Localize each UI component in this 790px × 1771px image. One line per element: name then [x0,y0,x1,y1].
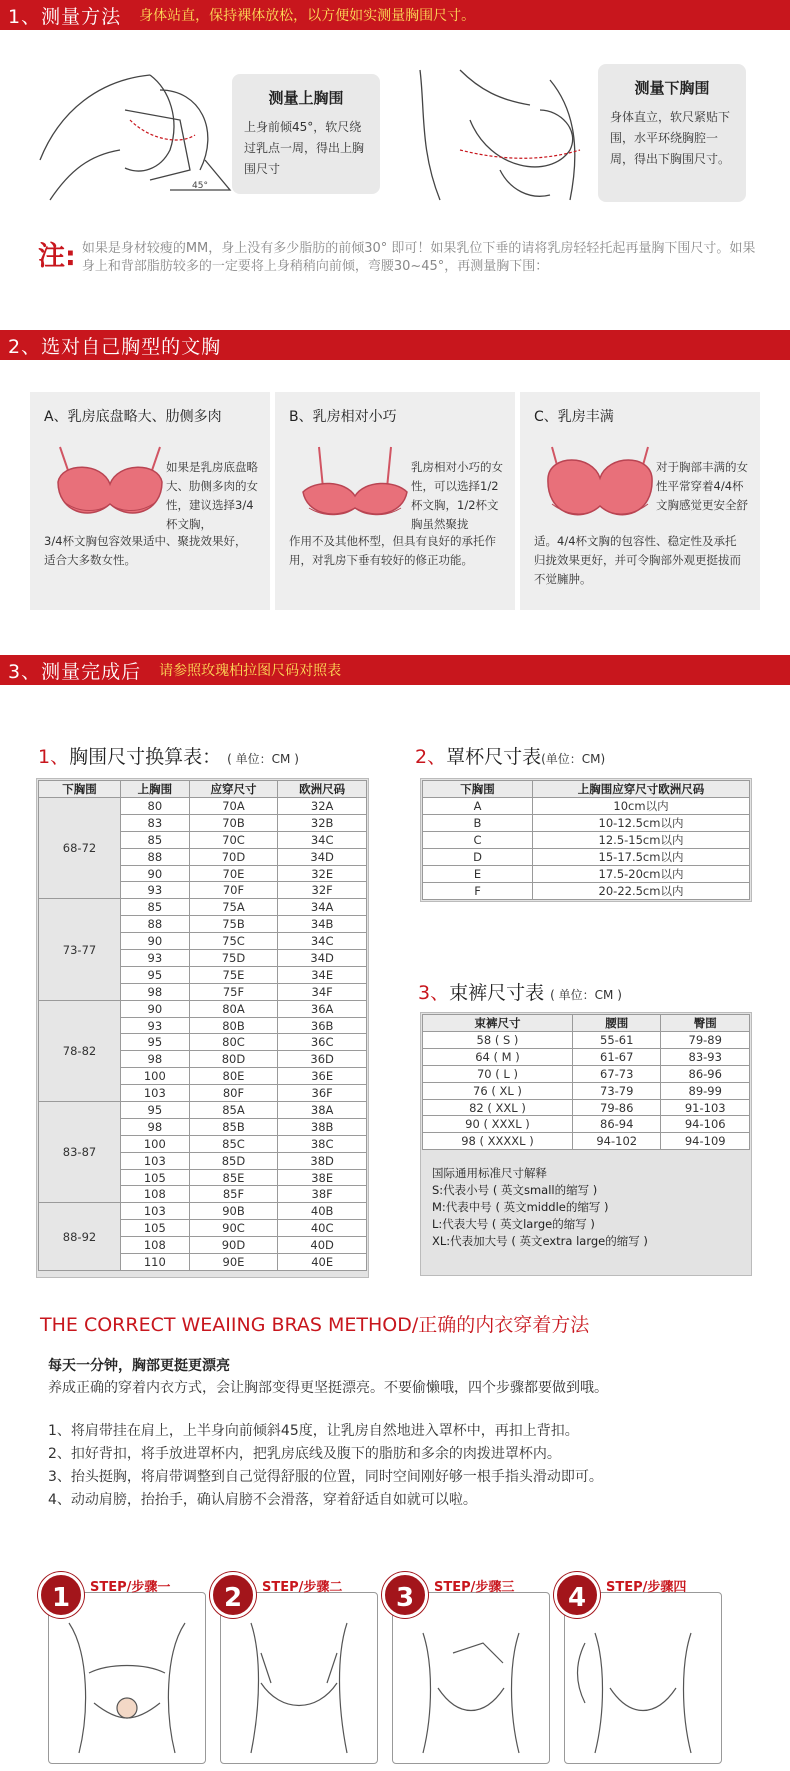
table-cell: 75C [189,933,278,950]
under-bust-range: 68-72 [39,798,121,899]
table-row [423,883,750,900]
legend-line: L:代表大号 ( 英文large的缩写 ) [432,1217,595,1231]
th-eu: 欧洲尺码 [278,781,367,798]
table-cell: 108 [121,1237,190,1254]
table-cell: 103 [121,1203,190,1220]
table-row [39,798,367,815]
cup-a-more: 3/4杯文胸包容效果适中、聚拢效果好，适合大多数女性。 [44,534,247,567]
bra-icon [295,442,415,528]
table-cell: 95 [121,1102,190,1119]
table-cell: 80B [189,1017,278,1034]
table-cell: 85E [189,1169,278,1186]
cup-size-table [422,780,750,900]
upper-bust-box [232,74,380,194]
section1-bar [0,0,790,30]
step-illustration [565,1593,721,1763]
cup-card-c [520,392,760,610]
table-row [423,866,750,883]
table-row [423,832,750,849]
section3-title: 3、测量完成后 [8,660,142,683]
section1-subtitle: 身体站直，保持裸体放松，以方便如实测量胸围尺寸。 [139,8,476,24]
upper-bust-illustration [30,50,240,210]
table-cell: 34D [278,950,367,967]
table-cell: 90B [189,1203,278,1220]
step-image-frame [564,1592,722,1764]
table-cell: 55-61 [572,1032,661,1049]
table-cell: 36E [278,1068,367,1085]
table-row [423,798,750,815]
table-cell: 94-102 [572,1133,661,1150]
step-card-4 [554,1572,722,1764]
table-cell: 103 [121,1152,190,1169]
table-cell: 80E [189,1068,278,1085]
th-waist: 腰围 [572,1015,661,1032]
table-row [39,899,367,916]
table-cell: 90 [121,865,190,882]
step-card-3 [382,1572,550,1764]
table-cell: 70E [189,865,278,882]
table-cell: 75A [189,899,278,916]
table-row [423,1048,750,1065]
table-cell: 40E [278,1254,367,1271]
step-card-2 [210,1572,378,1764]
step-text: 2、扣好背扣，将手放进罩杯内，把乳房底线及腹下的脂肪和多余的肉拨进罩杯内。 [48,1446,561,1462]
lower-bust-box [598,64,746,202]
table3-title: 束裤尺寸表 [449,982,545,1004]
bust-size-table [38,780,367,1271]
table-cell: 85 [121,831,190,848]
table-cell: 32A [278,798,367,815]
table-cell: 86-96 [661,1065,750,1082]
table2-num: 2、 [415,746,447,768]
table-cell: 80 [121,798,190,815]
note-label: 注: [38,241,76,272]
table-cell: 17.5-20cm以内 [533,866,750,883]
table-cell: 40C [278,1220,367,1237]
step-label: STEP/步骤一 [90,1580,171,1595]
table-cell: 98 ( XXXXL ) [423,1133,573,1150]
table3-num: 3、 [418,982,450,1004]
table-row [423,815,750,832]
table-cell: 86-94 [572,1116,661,1133]
th-shorts: 束裤尺寸 [423,1015,573,1032]
table2-heading [415,742,605,769]
table-cell: 98 [121,983,190,1000]
th-under: 下胸围 [39,781,121,798]
table-cell: 85C [189,1135,278,1152]
table-cell: 32B [278,814,367,831]
table-cell: 36F [278,1085,367,1102]
size-legend [432,1165,648,1250]
table-cell: 32E [278,865,367,882]
table-cell: 93 [121,882,190,899]
table1-num: 1、 [38,746,70,768]
table-cell: 85 [121,899,190,916]
table-cell: 36A [278,1000,367,1017]
table-row [423,1065,750,1082]
table1-unit: ( 单位：CM ) [227,752,299,766]
table-cell: 34C [278,933,367,950]
table-cell: 110 [121,1254,190,1271]
table3-unit: ( 单位：CM ) [550,988,622,1002]
lower-bust-title: 测量下胸围 [634,79,710,97]
table1-title: 胸围尺寸换算表： [69,746,222,768]
table-cell: 15-17.5cm以内 [533,849,750,866]
table-row [423,1032,750,1049]
table-cell: 79-89 [661,1032,750,1049]
table-cell: 88 [121,848,190,865]
step-label: STEP/步骤三 [434,1580,515,1595]
table-cell: 36D [278,1051,367,1068]
under-bust-range: 73-77 [39,899,121,1000]
th-size: 应穿尺寸 [189,781,278,798]
table-cell: 94-106 [661,1116,750,1133]
table-cell: 80C [189,1034,278,1051]
step-number: 3 [382,1572,428,1618]
table-cell: 70D [189,848,278,865]
table-row [423,1116,750,1133]
cup-c-more: 适。4/4杯文胸的包容性、稳定性及承托归拢效果更好，并可令胸部外观更挺拔而不觉臃肿。 [534,534,741,586]
shorts-size-table [422,1014,750,1150]
table-cell: 105 [121,1169,190,1186]
step-label: STEP/步骤四 [606,1580,687,1595]
step-text: 3、抬头挺胸，将肩带调整到自己觉得舒服的位置，同时空间刚好够一根手指头滑动即可。 [48,1469,603,1485]
table-cell: B [423,815,533,832]
table-cell: 40D [278,1237,367,1254]
table-cell: 38C [278,1135,367,1152]
table-cell: 40B [278,1203,367,1220]
table-cell: A [423,798,533,815]
cup-b-more: 作用不及其他杯型，但具有良好的承托作用，对乳房下垂有较好的修正功能。 [289,534,496,567]
table2-unit: (单位：CM) [541,752,606,766]
wearing-steps [48,1420,603,1512]
table-cell: 20-22.5cm以内 [533,883,750,900]
th-cup: 上胸围应穿尺寸欧洲尺码 [533,781,750,798]
table-cell: 82 ( XXL ) [423,1099,573,1116]
table-cell: 70B [189,814,278,831]
lower-bust-illustration [400,50,600,220]
wearing-sub2: 养成正确的穿着内衣方式，会让胸部变得更坚挺漂亮。不要偷懒哦，四个步骤都要做到哦。 [48,1380,608,1396]
step-number: 1 [38,1572,84,1618]
table-cell: 38D [278,1152,367,1169]
under-bust-range: 78-82 [39,1000,121,1101]
table-cell: 100 [121,1135,190,1152]
table-cell: 95 [121,966,190,983]
table-cell: 90 [121,1000,190,1017]
table-cell: 34F [278,983,367,1000]
table-row [39,1102,367,1119]
wearing-sub1: 每天一分钟，胸部更挺更漂亮 [48,1358,230,1374]
table-cell: 85D [189,1152,278,1169]
table-cell: 10cm以内 [533,798,750,815]
note-text: 如果是身材较瘦的MM，身上没有多少脂肪的前倾30° 即可！如果乳位下垂的请将乳房轻轻托起再量胸下围尺寸。如果身上和背部脂肪较多的一定要将上身稍稍向前倾，弯腰30~45°，再测量胸下围： [81,241,756,274]
table-cell: 70F [189,882,278,899]
step-illustration [393,1593,549,1763]
table-cell: F [423,883,533,900]
cup-card-a [30,392,270,610]
step-illustration [221,1593,377,1763]
table-cell: 85A [189,1102,278,1119]
table-cell: 90 ( XXXL ) [423,1116,573,1133]
section3-bar [0,655,790,685]
table-cell: 79-86 [572,1099,661,1116]
table-cell: 34E [278,966,367,983]
table-cell: 80A [189,1000,278,1017]
table-cell: 93 [121,1017,190,1034]
table-row [423,1099,750,1116]
table-cell: 75F [189,983,278,1000]
table-cell: 61-67 [572,1048,661,1065]
step-number: 4 [554,1572,600,1618]
under-bust-range: 83-87 [39,1102,121,1203]
bra-icon [50,442,170,528]
table-cell: 98 [121,1051,190,1068]
table-cell: 36B [278,1017,367,1034]
table-row [39,1203,367,1220]
table-cell: 105 [121,1220,190,1237]
table-cell: 75B [189,916,278,933]
table-cell: 70C [189,831,278,848]
table-cell: 70 ( L ) [423,1065,573,1082]
table-cell: 80F [189,1085,278,1102]
table-cell: 12.5-15cm以内 [533,832,750,849]
table-cell: 10-12.5cm以内 [533,815,750,832]
step-label: STEP/步骤二 [262,1580,343,1595]
section2-title: 2、选对自己胸型的文胸 [8,335,222,358]
section2-bar [0,330,790,360]
table-cell: 95 [121,1034,190,1051]
table-cell: 38E [278,1169,367,1186]
table-cell: 38A [278,1102,367,1119]
table-cell: 93 [121,950,190,967]
section3-subtitle: 请参照玫瑰柏拉图尺码对照表 [159,663,342,679]
table-cell: D [423,849,533,866]
wearing-heading: THE CORRECT WEAIING BRAS METHOD/正确的内衣穿着方法 [40,1314,590,1336]
table-cell: 67-73 [572,1065,661,1082]
table-cell: 36C [278,1034,367,1051]
legend-line: S:代表小号 ( 英文small的缩写 ) [432,1183,598,1197]
cup-card-b [275,392,515,610]
legend-line: 国际通用标准尺寸解释 [432,1166,547,1180]
table-cell: 83-93 [661,1048,750,1065]
table-row [423,849,750,866]
measure-note [38,240,758,276]
table-cell: 89-99 [661,1082,750,1099]
table-cell: 34B [278,916,367,933]
section1-title: 1、测量方法 [8,5,122,28]
angle-label: 45° [192,181,208,191]
table-cell: 98 [121,1118,190,1135]
legend-line: XL:代表加大号 ( 英文extra large的缩写 ) [432,1234,648,1248]
step-image-frame [220,1592,378,1764]
table-cell: 73-79 [572,1082,661,1099]
table-cell: 85F [189,1186,278,1203]
th-upper: 上胸围 [121,781,190,798]
table-cell: 70A [189,798,278,815]
table-row [39,1000,367,1017]
table-row [423,1133,750,1150]
table-cell: 58 ( S ) [423,1032,573,1049]
cup-c-title: C、乳房丰满 [534,409,614,425]
table-cell: 34D [278,848,367,865]
bra-icon [540,442,660,528]
table-cell: 64 ( M ) [423,1048,573,1065]
lower-bust-desc: 身体直立，软尺紧贴下围，水平环绕胸腔一周，得出下胸围尺寸。 [610,110,731,166]
step-card-1 [38,1572,206,1764]
table-cell: 88 [121,916,190,933]
table1-heading [38,742,299,769]
table-cell: 80D [189,1051,278,1068]
table-cell: 32F [278,882,367,899]
under-bust-range: 88-92 [39,1203,121,1271]
step-image-frame [48,1592,206,1764]
cup-c-desc: 对于胸部丰满的女性平常穿着4/4杯文胸感觉更安全舒 [656,460,748,512]
table-cell: 90C [189,1220,278,1237]
table2-title: 罩杯尺寸表 [446,746,542,768]
legend-line: M:代表中号 ( 英文middle的缩写 ) [432,1200,609,1214]
table3-heading [418,978,622,1005]
upper-bust-title: 测量上胸围 [268,89,344,107]
table-cell: 90 [121,933,190,950]
table-cell: C [423,832,533,849]
upper-bust-desc: 上身前倾45°，软尺绕过乳点一周，得出上胸围尺寸 [244,120,365,176]
table-row [423,1082,750,1099]
table-cell: E [423,866,533,883]
th-under2: 下胸围 [423,781,533,798]
table-cell: 38B [278,1118,367,1135]
table-cell: 85B [189,1118,278,1135]
cup-a-title: A、乳房底盘略大、肋侧多肉 [44,409,222,425]
step-text: 4、动动肩膀，抬抬手，确认肩膀不会滑落，穿着舒适自如就可以啦。 [48,1492,477,1508]
table-cell: 83 [121,814,190,831]
table-cell: 94-109 [661,1133,750,1150]
cup-b-desc: 乳房相对小巧的女性，可以选择1/2杯文胸，1/2杯文胸虽然聚拢 [411,460,503,531]
table-cell: 34C [278,831,367,848]
cup-a-desc: 如果是乳房底盘略大、肋侧多肉的女性，建议选择3/4杯文胸， [166,460,258,531]
cup-b-title: B、乳房相对小巧 [289,409,397,425]
table-cell: 90E [189,1254,278,1271]
step-illustration [49,1593,205,1763]
table-cell: 75D [189,950,278,967]
table-cell: 91-103 [661,1099,750,1116]
table-cell: 108 [121,1186,190,1203]
table-cell: 103 [121,1085,190,1102]
step-text: 1、将肩带挂在肩上，上半身向前倾斜45度，让乳房自然地进入罩杯中，再扣上背扣。 [48,1423,579,1439]
step-number: 2 [210,1572,256,1618]
table-cell: 38F [278,1186,367,1203]
table-cell: 75E [189,966,278,983]
th-hip: 臀围 [661,1015,750,1032]
table-cell: 100 [121,1068,190,1085]
step-image-frame [392,1592,550,1764]
table-cell: 76 ( XL ) [423,1082,573,1099]
table-cell: 34A [278,899,367,916]
table-cell: 90D [189,1237,278,1254]
